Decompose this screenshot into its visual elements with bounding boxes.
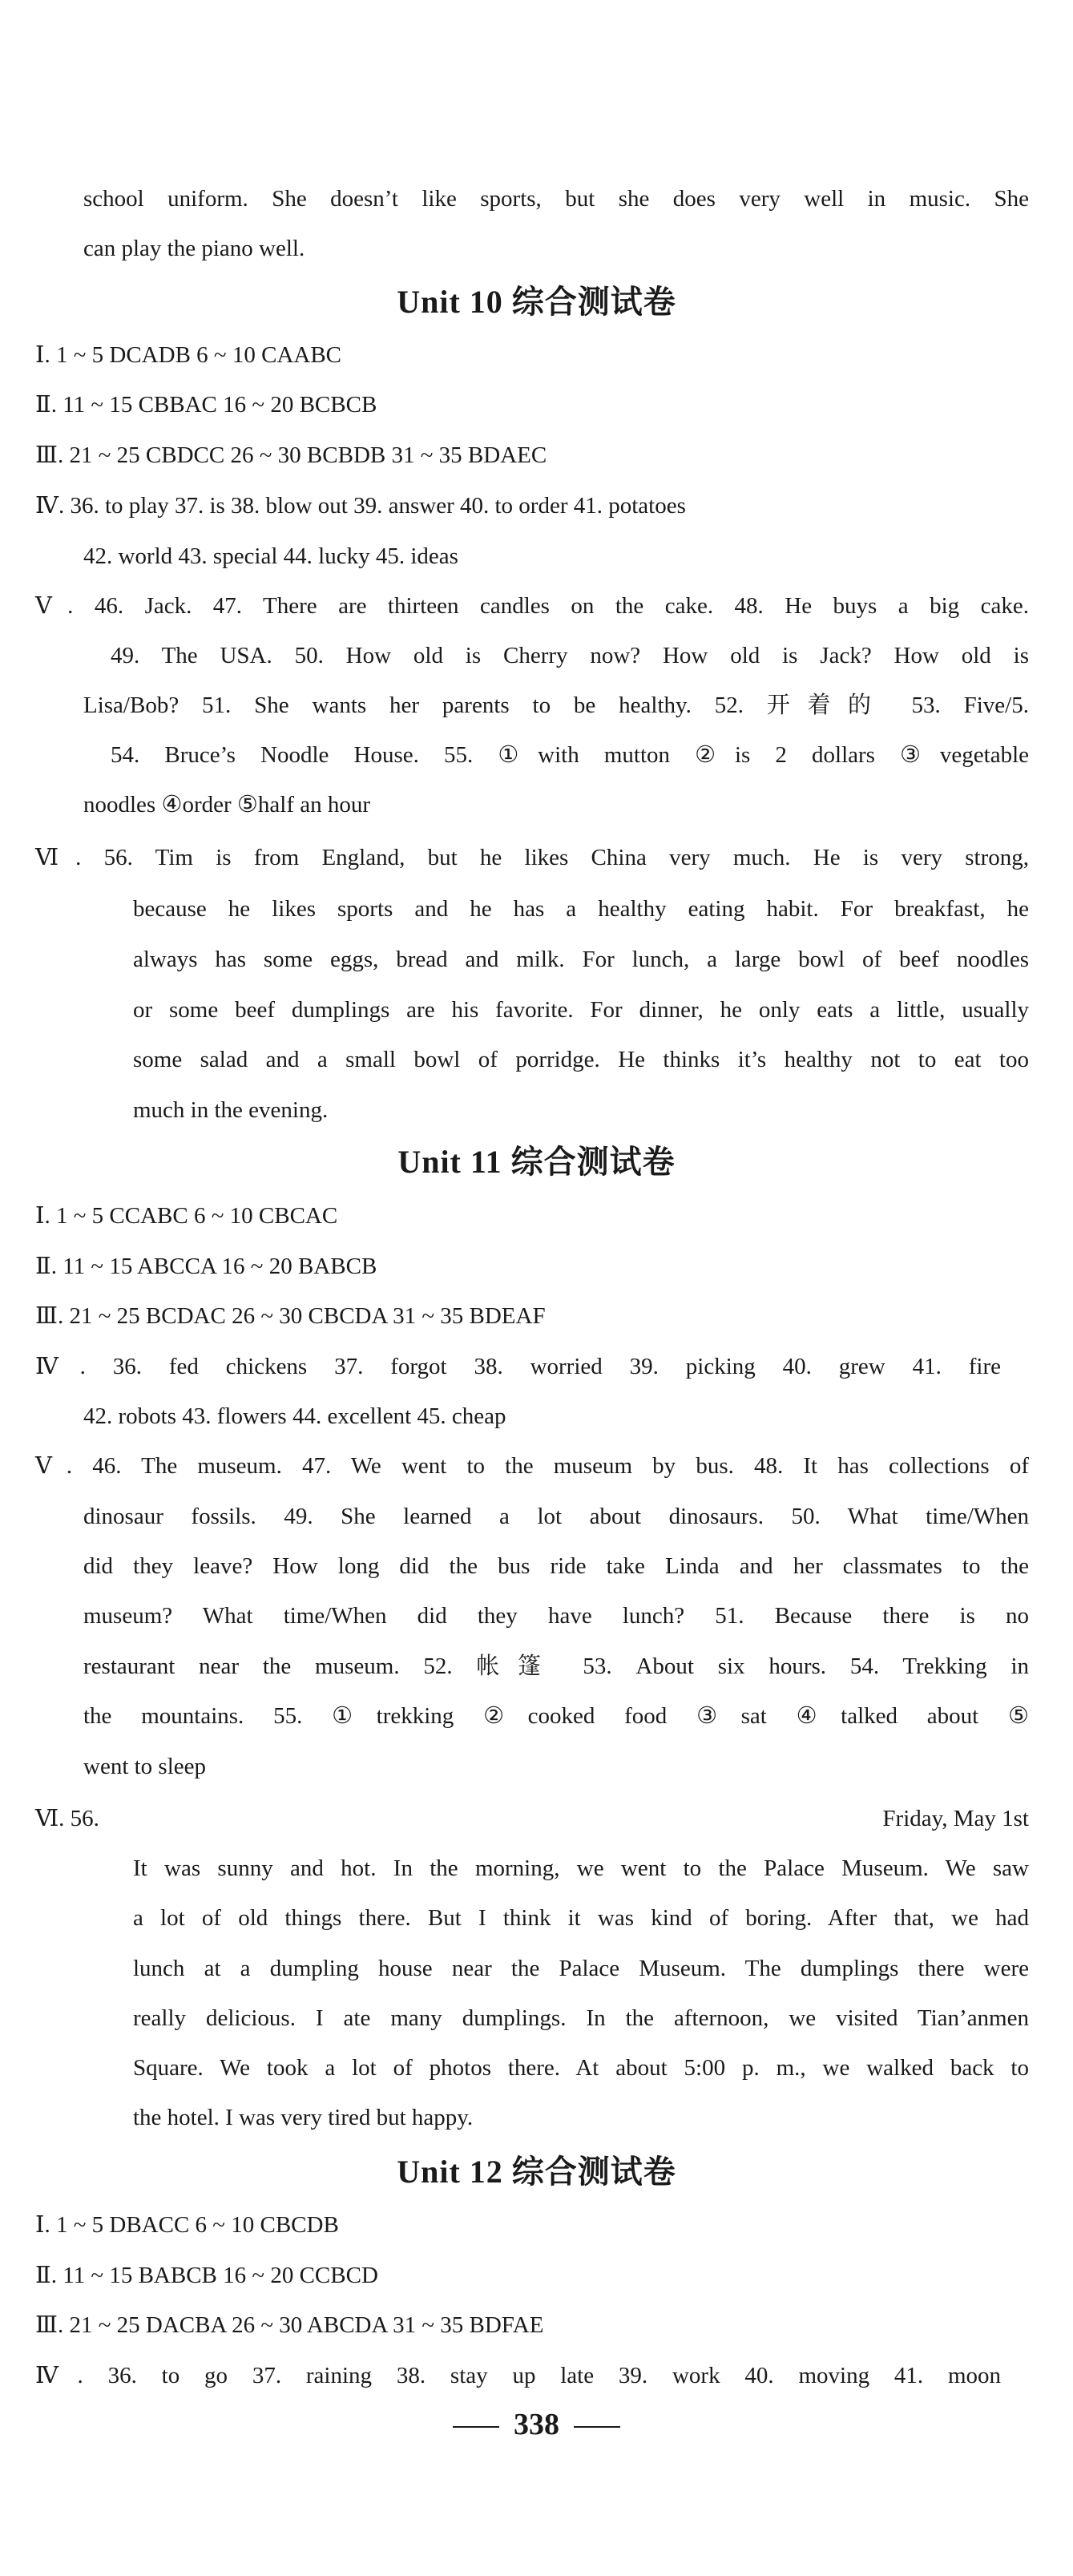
answer-line: Ⅲ. 21 ~ 25 BCDAC 26 ~ 30 CBCDA 31 ~ 35 BDEAF xyxy=(35,1303,546,1329)
answer-line: Ⅰ. 1 ~ 5 DBACC 6 ~ 10 CBCDB xyxy=(35,2212,339,2238)
answer-line: museum? What time/When did they have lunch? 51. Because there is no xyxy=(83,1603,1029,1629)
answer-line: the mountains. 55. ①trekking ②cooked food ③sat ④talked about ⑤ xyxy=(83,1703,1029,1729)
unit-11-title: Unit 11 综合测试卷 xyxy=(397,1144,676,1180)
page-number xyxy=(0,2406,1073,2443)
answer-line: 49. The USA. 50. How old is Cherry now? How old is Jack? How old is xyxy=(111,643,1029,668)
text-line: Square. We took a lot of photos there. At about 5:00 p. m., we walked back to xyxy=(133,2055,1029,2081)
answer-line: Ⅲ. 21 ~ 25 DACBA 26 ~ 30 ABCDA 31 ~ 35 BDFAE xyxy=(35,2312,544,2338)
answer-line: restaurant near the museum. 52. 帐篷 53. About six hours. 54. Trekking in xyxy=(83,1653,1029,1679)
answer-line: went to sleep xyxy=(83,1754,207,1779)
answer-line: Ⅳ. 36. to play 37. is 38. blow out 39. answer 40. to order 41. potatoes xyxy=(35,493,686,519)
text-line: school uniform. She doesn’t like sports, but she does very well in music. She xyxy=(83,186,1029,212)
text-line: always has some eggs, bread and milk. For lunch, a large bowl of beef noodles xyxy=(133,947,1029,972)
answer-line: Ⅱ. 11 ~ 15 CBBAC 16 ~ 20 BCBCB xyxy=(35,392,377,418)
text-line: lunch at a dumpling house near the Palace Museum. The dumplings there were xyxy=(133,1956,1029,1981)
unit-12-title: Unit 12 综合测试卷 xyxy=(397,2154,676,2190)
answer-line: dinosaur fossils. 49. She learned a lot about dinosaurs. 50. What time/When xyxy=(83,1504,1029,1529)
answer-line: Ⅵ. 56. Tim is from England, but he likes China very much. He is very strong, xyxy=(35,845,1029,870)
text-line: some salad and a small bowl of porridge. He thinks it’s healthy not to eat too xyxy=(133,1047,1029,1072)
answer-line: Ⅴ. 46. Jack. 47. There are thirteen candles on the cake. 48. He buys a big cake. xyxy=(35,593,1029,619)
answer-line: did they leave? How long did the bus ride take Linda and her classmates to the xyxy=(83,1553,1029,1579)
answer-line: Ⅲ. 21 ~ 25 CBDCC 26 ~ 30 BCBDB 31 ~ 35 BDAEC xyxy=(35,442,547,468)
answer-line: 42. world 43. special 44. lucky 45. ideas xyxy=(83,543,458,569)
text-line: because he likes sports and he has a healthy eating habit. For breakfast, he xyxy=(133,896,1029,922)
dash-right xyxy=(574,2426,620,2428)
answer-line: noodles ④order ⑤half an hour xyxy=(83,792,371,818)
answer-line: Ⅱ. 11 ~ 15 BABCB 16 ~ 20 CCBCD xyxy=(35,2263,378,2288)
answer-line: Ⅴ. 46. The museum. 47. We went to the museum by bus. 48. It has collections of xyxy=(35,1453,1029,1479)
answer-line: Ⅰ. 1 ~ 5 DCADB 6 ~ 10 CAABC xyxy=(35,342,342,368)
text-line: a lot of old things there. But I think it was kind of boring. After that, we had xyxy=(133,1905,1029,1931)
answer-line: 54. Bruce’s Noodle House. 55. ①with mutton ②is 2 dollars ③vegetable xyxy=(111,742,1029,768)
page-number-text: 338 xyxy=(514,2408,559,2441)
answer-line: Ⅳ. 36. fed chickens 37. forgot 38. worried 39. picking 40. grew 41. fire xyxy=(35,1354,1001,1379)
answer-line: Ⅳ. 36. to go 37. raining 38. stay up late 39. work 40. moving 41. moon xyxy=(35,2363,1001,2388)
diary-date: Friday, May 1st xyxy=(882,1806,1029,1831)
answer-line: Ⅰ. 1 ~ 5 CCABC 6 ~ 10 CBCAC xyxy=(35,1203,338,1229)
answer-line: Ⅵ. 56. xyxy=(35,1806,99,1831)
text-line: can play the piano well. xyxy=(83,236,305,261)
answer-line: 42. robots 43. flowers 44. excellent 45. cheap xyxy=(83,1403,506,1429)
answer-line: Lisa/Bob? 51. She wants her parents to be healthy. 52. 开着的 53. Five/5. xyxy=(83,692,1029,718)
text-line: much in the evening. xyxy=(133,1097,329,1123)
answer-line: Ⅱ. 11 ~ 15 ABCCA 16 ~ 20 BABCB xyxy=(35,1254,377,1279)
dash-left xyxy=(453,2426,499,2428)
text-line: really delicious. I ate many dumplings. In the afternoon, we visited Tian’anmen xyxy=(133,2005,1029,2031)
text-line: the hotel. I was very tired but happy. xyxy=(133,2105,474,2130)
text-line: It was sunny and hot. In the morning, we went to the Palace Museum. We saw xyxy=(133,1855,1029,1881)
unit-10-title: Unit 10 综合测试卷 xyxy=(397,284,676,320)
text-line: or some beef dumplings are his favorite. For dinner, he only eats a little, usually xyxy=(133,997,1029,1023)
